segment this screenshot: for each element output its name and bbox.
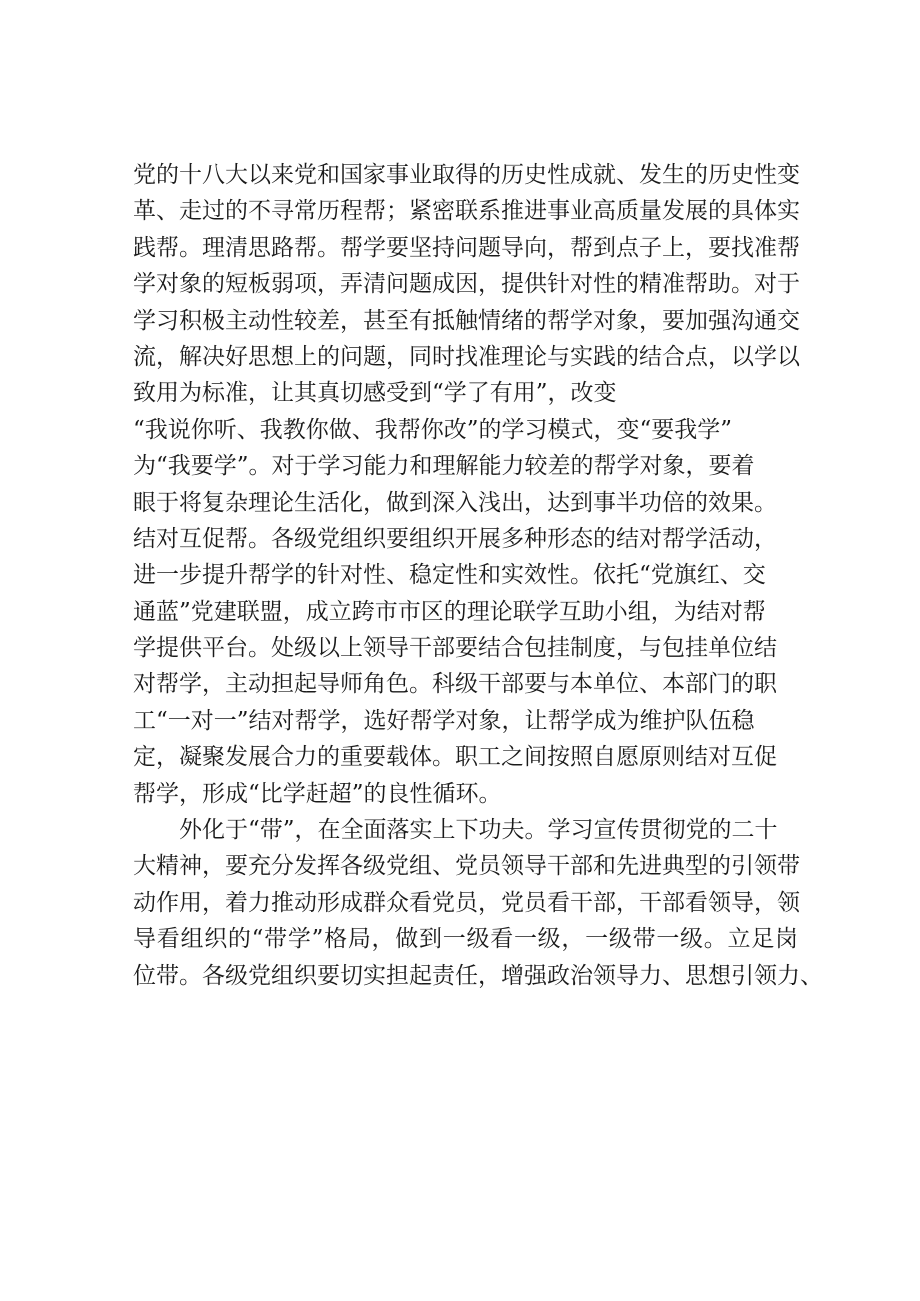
- text-line: 工“一对一”结对帮学，选好帮学对象，让帮学成为维护队伍稳: [133, 707, 755, 734]
- text-line: 动作用，着力推动形成群众看党员，党员看干部，干部看领导，领: [133, 889, 800, 916]
- text-line: 对帮学，主动担起导师角色。科级干部要与本单位、本部门的职: [133, 671, 777, 698]
- text-line: 眼于将复杂理论生活化，做到深入浅出，达到事半功倍的效果。: [133, 489, 777, 516]
- text-line: 大精神，要充分发挥各级党组、党员领导干部和先进典型的引领带: [133, 853, 800, 880]
- text-line: 帮学，形成“比学赶超”的良性循环。: [133, 780, 502, 807]
- text-line: “我说你听、我教你做、我帮你改”的学习模式，变“要我学”: [133, 416, 733, 443]
- paragraph-first-line: 外化于“带”，在全面落实上下功夫。学习宣传贯彻党的二十: [179, 817, 778, 844]
- text-line: 致用为标准，让其真切感受到“学了有用”，改变: [133, 380, 617, 407]
- text-line: 位带。各级党组织要切实担起责任，增强政治领导力、思想引领力、: [133, 962, 823, 989]
- text-line: 学提供平台。处级以上领导干部要结合包挂制度，与包挂单位结: [133, 635, 777, 662]
- text-line: 革、走过的不寻常历程帮；紧密联系推进事业高质量发展的具体实: [133, 198, 800, 225]
- text-line: 为“我要学”。对于学习能力和理解能力较差的帮学对象，要着: [133, 453, 755, 480]
- text-line: 党的十八大以来党和国家事业取得的历史性成就、发生的历史性变: [133, 162, 800, 188]
- text-line: 导看组织的“带学”格局，做到一级看一级，一级带一级。立足岗: [133, 926, 798, 953]
- body-text: [133, 157, 823, 994]
- text-line: 学对象的短板弱项，弄清问题成因，提供针对性的精准帮助。对于: [133, 271, 800, 298]
- text-line: 通蓝”党建联盟，成立跨市市区的理论联学互助小组，为结对帮: [133, 598, 766, 625]
- text-line: 践帮。理清思路帮。帮学要坚持问题导向，帮到点子上，要找准帮: [133, 234, 800, 261]
- text-line: 学习积极主动性较差，甚至有抵触情绪的帮学对象，要加强沟通交: [133, 307, 800, 334]
- text-line: 流，解决好思想上的问题，同时找准理论与实践的结合点，以学以: [133, 343, 800, 370]
- text-line: 结对互促帮。各级党组织要组织开展多种形态的结对帮学活动，: [133, 525, 777, 552]
- text-line: 进一步提升帮学的针对性、稳定性和实效性。依托“党旗红、交: [133, 562, 766, 589]
- text-line: 定，凝聚发展合力的重要载体。职工之间按照自愿原则结对互促: [133, 744, 777, 771]
